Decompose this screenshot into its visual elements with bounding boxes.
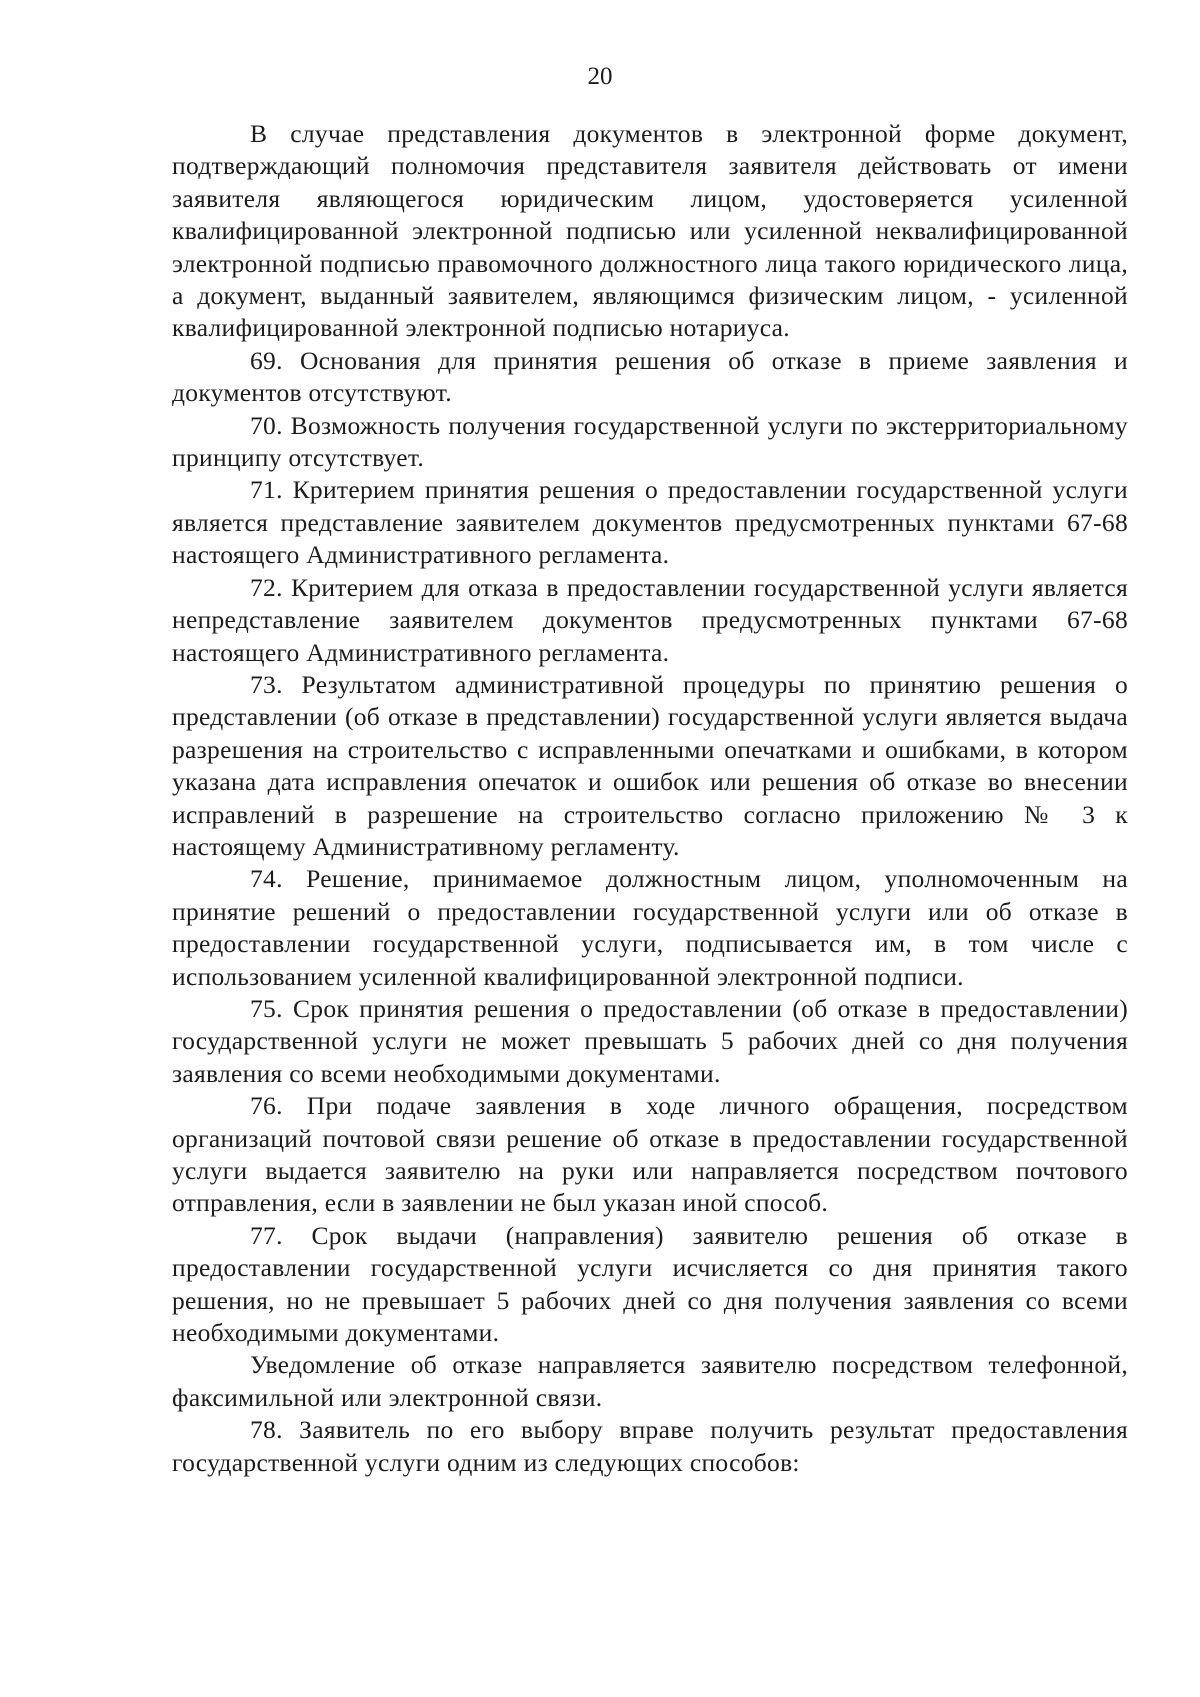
- paragraph-77: 77. Срок выдачи (направления) заявителю решения об отказе в предоставлении государственной услуги исчисляется со дня принятия такого решения, но не превышает 5 рабочих дней со дня получения заявления со всеми необходимыми документами.: [172, 1220, 1128, 1348]
- paragraph-71: 71. Критерием принятия решения о предоставлении государственной услуги является представление заявителем документов предусмотренных пунктами 67-68 настоящего Административного регламента.: [172, 475, 1128, 570]
- paragraph-78: 78. Заявитель по его выбору вправе получить результат предоставления государственной услуги одним из следующих способов:: [172, 1415, 1128, 1477]
- paragraph-76: 76. При подаче заявления в ходе личного обращения, посредством организаций почтовой связи решение об отказе в предоставлении государственной услуги выдается заявителю на руки или направляется посредством почтового отправления, если в заявлении не был указан иной способ.: [172, 1091, 1128, 1218]
- paragraph-72: 72. Критерием для отказа в предоставлении государственной услуги является непредставление заявителем документов предусмотренных пунктами 67-68 настоящего Административного регламента.: [172, 572, 1128, 667]
- paragraph-75: 75. Срок принятия решения о предоставлении (об отказе в предоставлении) государственной услуги не может превышать 5 рабочих дней со дня получения заявления со всеми необходимыми документами.: [172, 993, 1128, 1088]
- paragraph-70: 70. Возможность получения государственной услуги по экстерриториальному принципу отсутствует.: [172, 410, 1128, 473]
- paragraph-69: 69. Основания для принятия решения об отказе в приеме заявления и документов отсутствуют.: [172, 345, 1128, 408]
- paragraph-electronic-signature: В случае представления документов в электронной форме документ, подтверждающий полномочия представителя заявителя действовать от имени заявителя являющегося юридическим лицом, удостоверяется усиленной квалифицированной электронной подписью или усиленной неквалифицированной электронной подписью правомочного должностного лица такого юридического лица, а документ, выданный заявителем, являющимся физическим лицом, - усиленной квалифицированной электронной подписью нотариуса.: [172, 119, 1128, 343]
- document-body: [172, 118, 1128, 1479]
- paragraph-73: 73. Результатом административной процедуры по принятию решения о представлении (об отказе в представлении) государственной услуги является выдача разрешения на строительство с исправленными опечатками и ошибками, в котором указана дата исправления опечаток и ошибок или решения об отказе во внесении исправлений в разрешение на строительство согласно приложению № 3 к настоящему Административному регламенту.: [172, 669, 1128, 861]
- paragraph-74: 74. Решение, принимаемое должностным лицом, уполномоченным на принятие решений о предоставлении государственной услуги или об отказе в предоставлении государственной услуги, подписывается им, в том числе с использованием усиленной квалифицированной электронной подписи.: [172, 864, 1128, 991]
- paragraph-notification: Уведомление об отказе направляется заявителю посредством телефонной, факсимильной или электронной связи.: [172, 1350, 1128, 1412]
- page-number: 20: [587, 63, 613, 90]
